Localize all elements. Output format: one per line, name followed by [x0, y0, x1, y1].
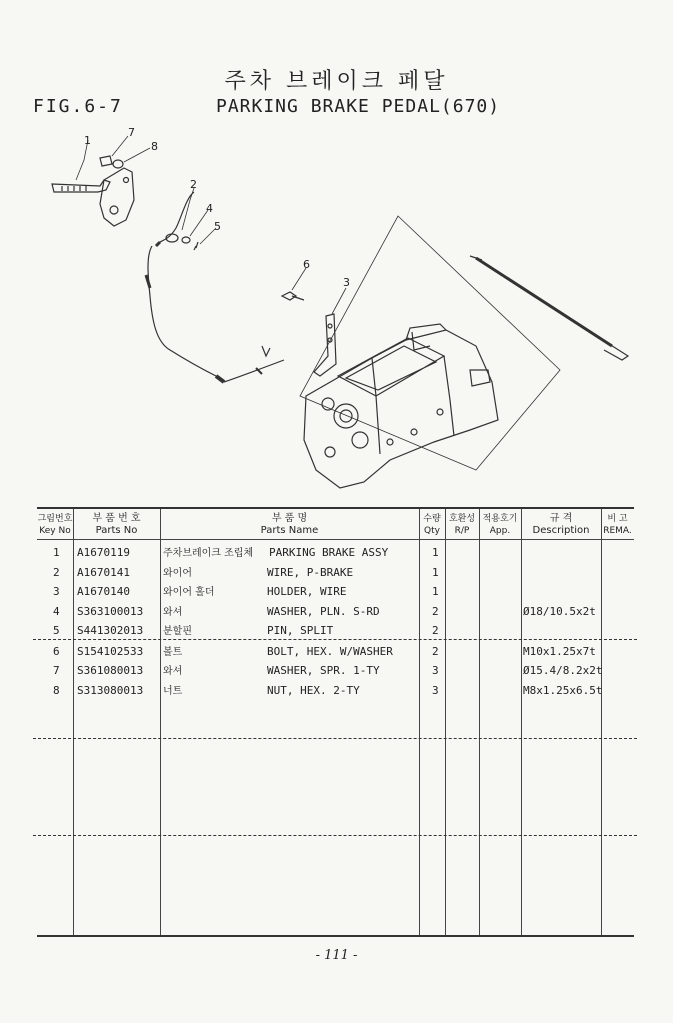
bolt-part — [282, 292, 304, 300]
table-cell: S441302013 — [77, 624, 144, 637]
table-cell: 6 — [53, 645, 60, 658]
table-cell: 2 — [432, 605, 439, 618]
pedal-bracket — [100, 168, 134, 226]
table-cell: 와이어 — [163, 568, 192, 579]
callout-8: 8 — [151, 140, 158, 153]
wire-holder — [314, 314, 336, 376]
table-cell: A1670140 — [77, 585, 130, 598]
table-cell: 와셔 — [163, 666, 183, 677]
page-number: - 111 - — [315, 948, 358, 963]
callout-7: 7 — [128, 126, 135, 139]
nut-part — [100, 156, 112, 166]
exploded-parts-diagram — [0, 120, 673, 500]
table-cell: 주차브레이크 조립체 — [163, 548, 254, 559]
callout-5: 5 — [214, 220, 221, 233]
callout-3: 3 — [343, 276, 350, 289]
table-cell: NUT, HEX. 2-TY — [267, 684, 360, 697]
table-cell: S313080013 — [77, 684, 144, 697]
parts-list-table — [37, 507, 634, 937]
washer-part — [113, 160, 123, 168]
table-cell: Ø18/10.5x2t — [523, 605, 596, 618]
wire-upper — [160, 192, 194, 242]
table-cell: 분할핀 — [163, 626, 192, 637]
header-parts-no: 부 품 번 호 Parts No — [92, 513, 141, 536]
table-cell: WASHER, SPR. 1-TY — [267, 664, 380, 677]
table-cell: Ø15.4/8.2x2t — [523, 664, 603, 677]
table-cell: 와셔 — [163, 607, 183, 618]
callout-4: 4 — [206, 202, 213, 215]
table-cell: 3 — [53, 585, 60, 598]
callout-1: 1 — [84, 134, 91, 147]
table-cell: 5 — [53, 624, 60, 637]
table-cell: S363100013 — [77, 605, 144, 618]
table-cell: S361080013 — [77, 664, 144, 677]
pedal-pivot — [110, 206, 118, 214]
table-cell: 8 — [53, 684, 60, 697]
wire-cable — [148, 246, 216, 376]
header-description: 규 격 Description — [532, 513, 590, 536]
pedal-grip — [62, 186, 86, 191]
table-cell: 2 — [53, 566, 60, 579]
shaft — [476, 258, 612, 346]
header-key-no: 그림번호 Key No — [37, 514, 73, 536]
table-cell: 1 — [432, 585, 439, 598]
table-cell: WASHER, PLN. S-RD — [267, 605, 380, 618]
table-cell: PARKING BRAKE ASSY — [269, 546, 389, 559]
pedal-arm — [52, 180, 110, 192]
table-cell: PIN, SPLIT — [267, 624, 334, 637]
table-cell: 1 — [53, 546, 60, 559]
table-cell: 와이어 홀더 — [163, 587, 215, 598]
table-cell: 4 — [53, 605, 60, 618]
table-cell: 3 — [432, 664, 439, 677]
table-cell: M8x1.25x6.5t — [523, 684, 603, 697]
table-cell: M10x1.25x7t — [523, 645, 596, 658]
wire-end — [224, 360, 284, 382]
callout-2: 2 — [190, 178, 197, 191]
table-cell: 1 — [432, 546, 439, 559]
header-rp: 호환성 R/P — [448, 514, 476, 536]
table-cell: A1670141 — [77, 566, 130, 579]
table-cell: A1670119 — [77, 546, 130, 559]
figure-number: FIG.6-7 — [33, 96, 123, 117]
header-remarks: 비 고 REMA. — [603, 514, 632, 536]
table-cell: 3 — [432, 684, 439, 697]
table-cell: WIRE, P-BRAKE — [267, 566, 354, 579]
table-cell: S154102533 — [77, 645, 144, 658]
table-cell: 너트 — [163, 686, 183, 697]
split-pin — [262, 346, 270, 356]
table-cell: HOLDER, WIRE — [267, 585, 347, 598]
transmission-housing — [304, 330, 498, 488]
table-cell: 7 — [53, 664, 60, 677]
table-cell: BOLT, HEX. W/WASHER — [267, 645, 393, 658]
table-cell: 2 — [432, 645, 439, 658]
header-parts-name: 부 품 명 Parts Name — [260, 513, 319, 536]
header-qty: 수량 Qty — [423, 514, 441, 536]
page-title-korean: 주차 브레이크 페달 — [224, 69, 449, 94]
header-app: 적용호기 App. — [482, 514, 518, 536]
callout-6: 6 — [303, 258, 310, 271]
page-title-english: PARKING BRAKE PEDAL(670) — [216, 96, 501, 117]
phantom-plane — [300, 216, 560, 470]
table-cell: 2 — [432, 624, 439, 637]
diagram-lines — [52, 136, 628, 488]
table-cell: 볼트 — [163, 647, 183, 658]
table-cell: 1 — [432, 566, 439, 579]
